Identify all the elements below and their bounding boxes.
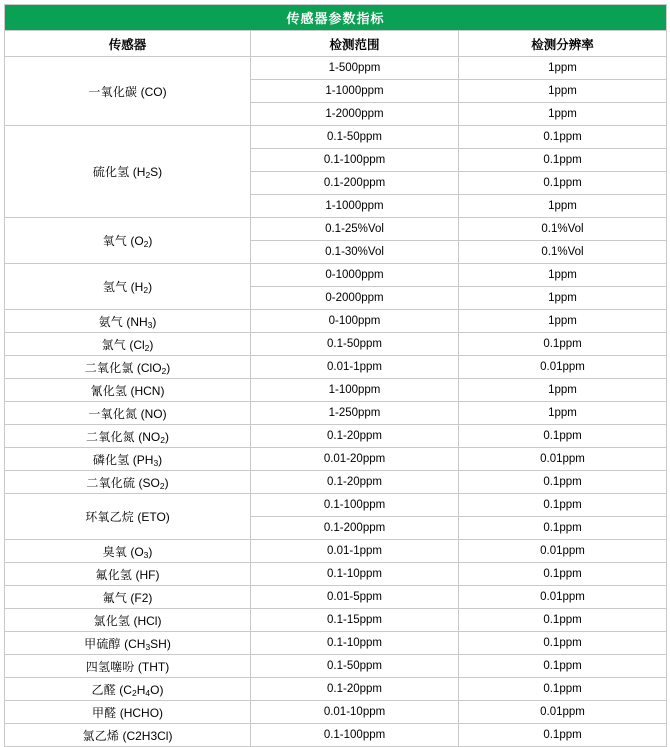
sensor-formula-text: (C	[119, 682, 132, 697]
detection-resolution-cell: 0.1ppm	[459, 126, 667, 149]
sensor-formula-subscript: 2	[159, 480, 165, 491]
sensor-name-text: 磷化氢	[92, 452, 130, 467]
sensor-formula-subscript: 2	[143, 239, 149, 250]
sensor-name-text: 氟化氢	[95, 567, 133, 582]
detection-range-cell: 0.1-20ppm	[251, 471, 459, 494]
sensor-formula-text: (H	[132, 165, 146, 179]
table-row	[5, 310, 667, 333]
sensor-name-text: 二氧化硫	[86, 475, 136, 490]
sensor-formula-tail-2: O)	[150, 682, 164, 697]
detection-range-cell: 1-1000ppm	[251, 195, 459, 218]
sensor-name-cell	[5, 126, 251, 218]
detection-range-cell: 0.1-50ppm	[251, 126, 459, 149]
detection-resolution-cell: 0.01ppm	[459, 586, 667, 609]
detection-range-cell: 0.1-50ppm	[251, 655, 459, 678]
table-header-row	[5, 31, 667, 57]
sensor-formula-subscript: 2	[143, 285, 149, 296]
sensor-name-text: 环氧乙烷	[85, 510, 134, 524]
sensor-parameters-table	[4, 4, 667, 747]
sensor-formula-subscript: 3	[147, 319, 153, 330]
sensor-formula-text: (Cl	[129, 337, 145, 352]
table-row	[5, 448, 667, 471]
sensor-formula-text: (HCN)	[130, 383, 165, 398]
detection-range-cell: 0.01-5ppm	[251, 586, 459, 609]
sensor-formula-subscript: 2	[144, 342, 150, 353]
detection-resolution-cell: 1ppm	[459, 57, 667, 80]
detection-resolution-cell: 0.1ppm	[459, 149, 667, 172]
detection-range-cell: 0.1-20ppm	[251, 678, 459, 701]
sensor-formula-tail: SH)	[150, 636, 171, 651]
table-row	[5, 632, 667, 655]
sensor-formula-text: (HCHO)	[119, 705, 164, 720]
column-header-sensor: 传感器	[5, 31, 251, 57]
sensor-name-cell	[5, 310, 251, 333]
sensor-name-cell	[5, 57, 251, 126]
sensor-name-text: 甲醛	[91, 705, 117, 720]
table-title: 传感器参数指标	[5, 5, 667, 31]
detection-resolution-cell: 0.01ppm	[459, 540, 667, 563]
detection-range-cell: 0.01-1ppm	[251, 540, 459, 563]
detection-range-cell: 0.1-10ppm	[251, 632, 459, 655]
sensor-formula-subscript-2: 4	[145, 687, 151, 698]
sensor-formula-text: (C2H3Cl)	[122, 728, 173, 743]
sensor-formula-text: (ClO	[136, 360, 162, 375]
detection-range-cell: 0.1-15ppm	[251, 609, 459, 632]
sensor-formula-text: (CH	[124, 636, 146, 651]
sensor-formula-text: (CO)	[140, 84, 167, 99]
detection-range-cell: 0.1-10ppm	[251, 563, 459, 586]
table-row	[5, 471, 667, 494]
sensor-name-text: 一氧化氮	[88, 406, 138, 421]
detection-resolution-cell: 0.1ppm	[459, 563, 667, 586]
detection-resolution-cell: 1ppm	[459, 103, 667, 126]
sensor-formula-tail: )	[149, 337, 154, 352]
column-header-range: 检测范围	[251, 31, 459, 57]
sensor-name-text: 甲硫醇	[84, 636, 121, 651]
table-row	[5, 264, 667, 287]
sensor-name-cell	[5, 678, 251, 701]
sensor-name-cell	[5, 494, 251, 540]
sensor-formula-subscript: 2	[160, 434, 165, 445]
detection-range-cell: 0.01-20ppm	[251, 448, 459, 471]
detection-range-cell: 0-2000ppm	[251, 287, 459, 310]
sensor-formula-text: (F2)	[130, 590, 153, 605]
table-row	[5, 655, 667, 678]
sensor-name-cell	[5, 632, 251, 655]
sensor-formula-tail: )	[148, 280, 153, 294]
detection-range-cell: 0.1-50ppm	[251, 333, 459, 356]
sensor-formula-text: (THT)	[137, 659, 170, 674]
sensor-name-text: 氯乙烯	[82, 728, 120, 743]
detection-range-cell: 1-2000ppm	[251, 103, 459, 126]
sensor-formula-tail: )	[164, 475, 169, 490]
sensor-formula-tail: )	[152, 314, 157, 329]
sensor-name-cell	[5, 333, 251, 356]
table-row	[5, 379, 667, 402]
detection-resolution-cell: 0.1ppm	[459, 655, 667, 678]
detection-resolution-cell: 1ppm	[459, 264, 667, 287]
sensor-formula-tail: H	[136, 682, 146, 697]
sensor-formula-text: (SO	[138, 475, 160, 490]
detection-range-cell: 0.1-100ppm	[251, 724, 459, 747]
detection-range-cell: 0.1-20ppm	[251, 425, 459, 448]
detection-resolution-cell: 1ppm	[459, 195, 667, 218]
detection-resolution-cell: 0.1ppm	[459, 678, 667, 701]
sensor-name-text: 氯气	[101, 337, 126, 352]
table-row	[5, 563, 667, 586]
table-row	[5, 586, 667, 609]
sensor-name-text: 氧气	[102, 234, 127, 248]
detection-resolution-cell: 0.1ppm	[459, 517, 667, 540]
detection-resolution-cell: 0.1ppm	[459, 425, 667, 448]
detection-range-cell: 0.1-200ppm	[251, 517, 459, 540]
sensor-name-cell	[5, 402, 251, 425]
sensor-name-cell	[5, 586, 251, 609]
sensor-name-cell	[5, 655, 251, 678]
sensor-name-text: 二氧化氮	[86, 429, 135, 444]
detection-resolution-cell: 0.1%Vol	[459, 218, 667, 241]
detection-resolution-cell: 1ppm	[459, 287, 667, 310]
detection-resolution-cell: 0.01ppm	[459, 701, 667, 724]
detection-resolution-cell: 1ppm	[459, 402, 667, 425]
detection-resolution-cell: 0.1ppm	[459, 172, 667, 195]
table-row	[5, 126, 667, 149]
detection-resolution-cell: 0.01ppm	[459, 448, 667, 471]
sensor-formula-text: (HCl)	[133, 613, 162, 628]
sensor-name-text: 氟气	[102, 590, 128, 605]
table-row	[5, 609, 667, 632]
sensor-formula-tail: S)	[150, 165, 163, 179]
sensor-formula-tail: )	[166, 360, 171, 375]
detection-range-cell: 0.1-200ppm	[251, 172, 459, 195]
sensor-name-cell	[5, 264, 251, 310]
sensor-formula-tail: )	[148, 544, 153, 559]
sensor-formula-subscript: 2	[145, 170, 151, 181]
table-row	[5, 425, 667, 448]
sensor-name-cell	[5, 448, 251, 471]
table-row	[5, 356, 667, 379]
detection-resolution-cell: 1ppm	[459, 379, 667, 402]
sensor-name-cell	[5, 540, 251, 563]
sensor-formula-tail: )	[164, 429, 169, 444]
detection-range-cell: 1-250ppm	[251, 402, 459, 425]
table-title-row	[5, 5, 667, 31]
detection-range-cell: 0.1-100ppm	[251, 494, 459, 517]
sensor-formula-text: (NO	[138, 429, 161, 444]
detection-resolution-cell: 0.1ppm	[459, 333, 667, 356]
detection-resolution-cell: 0.1ppm	[459, 471, 667, 494]
sensor-formula-subscript: 3	[153, 457, 159, 468]
detection-range-cell: 1-1000ppm	[251, 80, 459, 103]
sensor-name-cell	[5, 563, 251, 586]
table-row	[5, 333, 667, 356]
detection-range-cell: 0.1-30%Vol	[251, 241, 459, 264]
detection-range-cell: 0.01-10ppm	[251, 701, 459, 724]
sensor-formula-text: (O	[130, 234, 144, 248]
column-header-resolution: 检测分辨率	[459, 31, 667, 57]
table-row	[5, 678, 667, 701]
detection-range-cell: 1-100ppm	[251, 379, 459, 402]
detection-range-cell: 0-100ppm	[251, 310, 459, 333]
sensor-name-text: 乙醛	[91, 682, 116, 697]
sensor-formula-text: (ETO)	[137, 510, 170, 524]
sensor-formula-text: (PH	[132, 452, 154, 467]
detection-resolution-cell: 0.1ppm	[459, 724, 667, 747]
sensor-formula-text: (NH	[126, 314, 148, 329]
sensor-formula-subscript: 2	[161, 365, 167, 376]
detection-resolution-cell: 0.1ppm	[459, 609, 667, 632]
detection-resolution-cell: 1ppm	[459, 310, 667, 333]
table-row	[5, 218, 667, 241]
sensor-formula-tail: )	[158, 452, 163, 467]
sensor-name-text: 氨气	[98, 314, 123, 329]
sensor-name-cell	[5, 701, 251, 724]
sensor-name-text: 氢气	[102, 280, 128, 294]
detection-range-cell: 0.1-25%Vol	[251, 218, 459, 241]
sensor-name-cell	[5, 356, 251, 379]
sensor-formula-subscript: 3	[145, 641, 151, 652]
detection-range-cell: 0.01-1ppm	[251, 356, 459, 379]
sensor-name-text: 臭氧	[102, 544, 127, 559]
sensor-name-text: 氰化氢	[90, 383, 128, 398]
detection-resolution-cell: 0.01ppm	[459, 356, 667, 379]
detection-range-cell: 1-500ppm	[251, 57, 459, 80]
table-row	[5, 701, 667, 724]
sensor-name-text: 氯化氢	[93, 613, 131, 628]
sensor-name-cell	[5, 471, 251, 494]
detection-range-cell: 0-1000ppm	[251, 264, 459, 287]
table-row	[5, 402, 667, 425]
sensor-name-text: 一氧化碳	[88, 84, 138, 99]
table-row	[5, 494, 667, 517]
table-row	[5, 540, 667, 563]
detection-range-cell: 0.1-100ppm	[251, 149, 459, 172]
detection-resolution-cell: 0.1%Vol	[459, 241, 667, 264]
sensor-formula-text: (HF)	[135, 567, 160, 582]
detection-resolution-cell: 0.1ppm	[459, 494, 667, 517]
sensor-name-cell	[5, 425, 251, 448]
sensor-formula-subscript: 3	[143, 549, 149, 560]
table-row	[5, 724, 667, 747]
detection-resolution-cell: 1ppm	[459, 80, 667, 103]
sensor-name-cell	[5, 609, 251, 632]
sensor-name-cell	[5, 218, 251, 264]
sensor-name-text: 四氢噻吩	[85, 659, 135, 674]
sensor-formula-subscript: 2	[131, 687, 137, 698]
sensor-formula-tail: )	[148, 234, 153, 248]
sensor-name-cell	[5, 379, 251, 402]
sensor-name-text: 二氧化氯	[84, 360, 134, 375]
sensor-name-text: 硫化氢	[92, 165, 130, 179]
sensor-formula-text: (H	[130, 280, 144, 294]
sensor-name-cell	[5, 724, 251, 747]
table-row	[5, 57, 667, 80]
sensor-formula-text: (NO)	[140, 406, 167, 421]
sensor-formula-text: (O	[130, 544, 144, 559]
detection-resolution-cell: 0.1ppm	[459, 632, 667, 655]
